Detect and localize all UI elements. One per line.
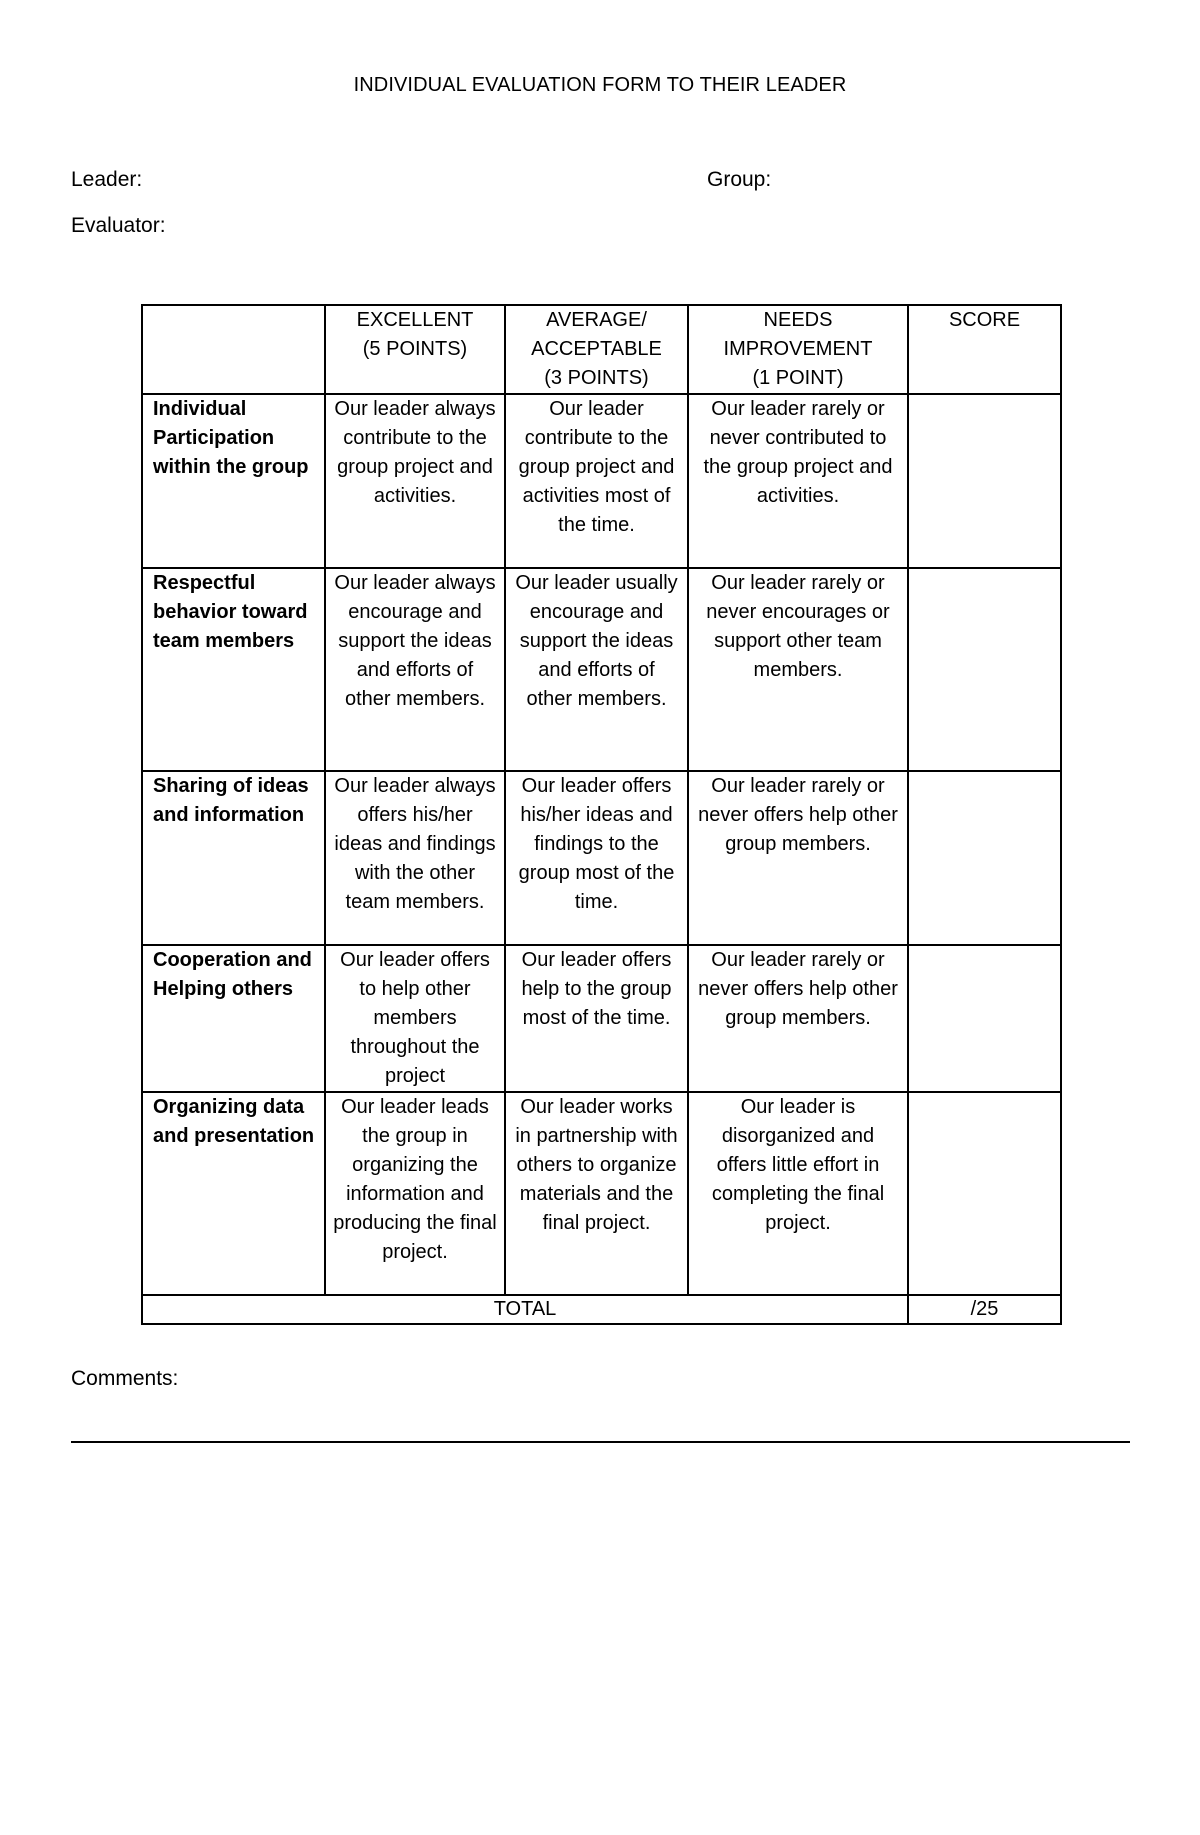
excellent-header-cell xyxy=(325,305,505,394)
comment-line[interactable] xyxy=(71,1441,1130,1443)
score-cell[interactable] xyxy=(908,771,1061,945)
table-row xyxy=(142,771,1061,945)
average-cell: Our leader contribute to the group project and activities most of the time. xyxy=(505,394,688,568)
criterion-cell: Respectful behavior toward team members xyxy=(142,568,325,771)
table-row xyxy=(142,945,1061,1092)
leader-field-label: Leader: xyxy=(71,168,143,191)
criterion-cell: Organizing data and presentation xyxy=(142,1092,325,1295)
comments-label: Comments: xyxy=(71,1367,179,1390)
excellent-cell: Our leader always contribute to the group project and activities. xyxy=(325,394,505,568)
total-label-cell: TOTAL xyxy=(142,1295,908,1324)
excellent-cell: Our leader always encourage and support the ideas and efforts of other members. xyxy=(325,568,505,771)
average-cell: Our leader usually encourage and support the ideas and efforts of other members. xyxy=(505,568,688,771)
evaluation-rubric-table xyxy=(141,304,1062,1325)
table-row xyxy=(142,568,1061,771)
needs-improvement-cell: Our leader rarely or never offers help other group members. xyxy=(688,771,908,945)
average-cell: Our leader works in partnership with others to organize materials and the final project. xyxy=(505,1092,688,1295)
average-header-points: (3 POINTS) xyxy=(544,367,649,389)
score-cell[interactable] xyxy=(908,394,1061,568)
needs-improvement-cell: Our leader is disorganized and offers little effort in completing the final project. xyxy=(688,1092,908,1295)
excellent-cell: Our leader offers to help other members throughout the project xyxy=(325,945,505,1092)
needs-improvement-cell: Our leader rarely or never encourages or support other team members. xyxy=(688,568,908,771)
average-cell: Our leader offers his/her ideas and findings to the group most of the time. xyxy=(505,771,688,945)
needs-improvement-cell: Our leader rarely or never offers help other group members. xyxy=(688,945,908,1092)
table-row xyxy=(142,1092,1061,1295)
score-header-cell: SCORE xyxy=(908,305,1061,394)
total-score-cell[interactable]: /25 xyxy=(908,1295,1061,1324)
excellent-cell: Our leader always offers his/her ideas and findings with the other team members. xyxy=(325,771,505,945)
rubric-header-row xyxy=(142,305,1061,394)
average-header-line-1: AVERAGE/ xyxy=(546,309,647,331)
criterion-cell: Sharing of ideas and information xyxy=(142,771,325,945)
total-row xyxy=(142,1295,1061,1324)
score-cell[interactable] xyxy=(908,568,1061,771)
average-header-cell xyxy=(505,305,688,394)
score-cell[interactable] xyxy=(908,945,1061,1092)
table-row xyxy=(142,394,1061,568)
criterion-header-cell xyxy=(142,305,325,394)
average-cell: Our leader offers help to the group most of the time. xyxy=(505,945,688,1092)
excellent-header-line: EXCELLENT xyxy=(356,309,474,331)
excellent-cell: Our leader leads the group in organizing the information and producing the final project. xyxy=(325,1092,505,1295)
page-title: INDIVIDUAL EVALUATION FORM TO THEIR LEADER xyxy=(353,74,847,96)
needs-header-line-1: NEEDS xyxy=(763,309,833,331)
evaluator-field-label: Evaluator: xyxy=(71,214,166,237)
criterion-cell: Cooperation and Helping others xyxy=(142,945,325,1092)
score-cell[interactable] xyxy=(908,1092,1061,1295)
group-field-label: Group: xyxy=(707,168,772,191)
needs-header-points: (1 POINT) xyxy=(752,367,844,389)
needs-header-line-2: IMPROVEMENT xyxy=(723,338,873,360)
needs-improvement-header-cell xyxy=(688,305,908,394)
average-header-line-2: ACCEPTABLE xyxy=(531,338,662,360)
needs-improvement-cell: Our leader rarely or never contributed to the group project and activities. xyxy=(688,394,908,568)
criterion-cell: Individual Participation within the group xyxy=(142,394,325,568)
excellent-header-points: (5 POINTS) xyxy=(362,338,468,360)
